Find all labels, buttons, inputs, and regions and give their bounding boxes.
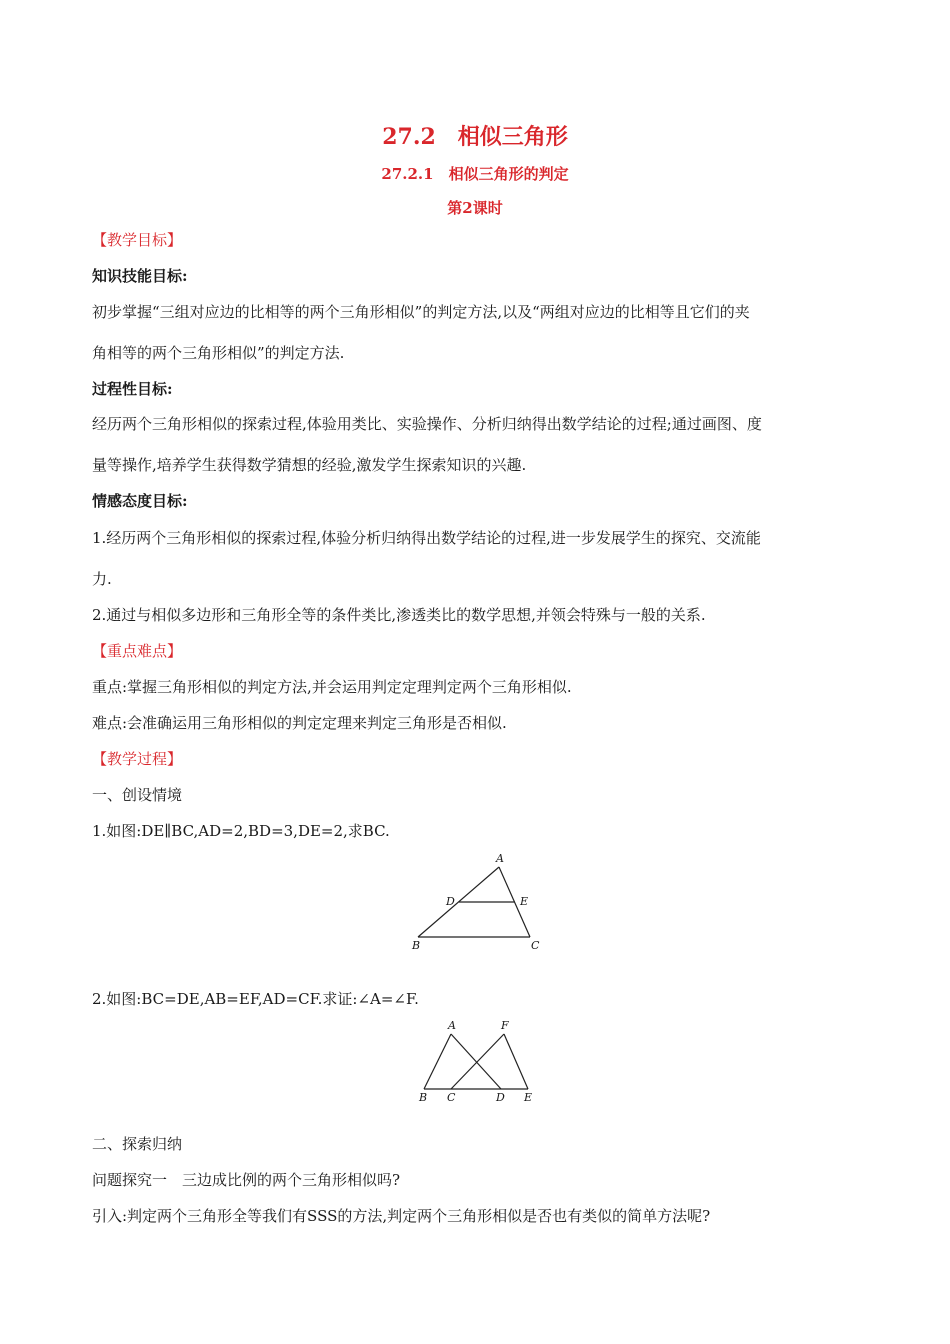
goals-heading: 【教学目标】: [92, 231, 183, 249]
process-heading: 过程性目标:: [92, 380, 173, 398]
teaching-process-heading: 【教学过程】: [92, 750, 183, 768]
question-one: 1.如图:DE∥BC,AD=2,BD=3,DE=2,求BC.: [92, 822, 390, 840]
segment-ab: [424, 1034, 451, 1089]
label-c: C: [531, 939, 540, 952]
figure-two-triangles: [410, 1018, 545, 1108]
part-two-heading: 二、探索归纳: [92, 1135, 183, 1153]
label-b: B: [419, 1091, 428, 1104]
introduction-text: 引入:判定两个三角形全等我们有SSS的方法,判定两个三角形相似是否也有类似的简单方法呢?: [92, 1207, 711, 1225]
subsection-title: 27.2.1 相似三角形的判定: [381, 165, 569, 183]
segment-fe: [504, 1034, 528, 1089]
label-e: E: [520, 895, 529, 908]
label-a: A: [448, 1019, 456, 1032]
attitude-text-line2: 力.: [92, 570, 112, 588]
label-a: A: [496, 852, 504, 865]
difficult-point: 难点:会准确运用三角形相似的判定定理来判定三角形是否相似.: [92, 714, 507, 732]
exploration-question-one: 问题探究一 三边成比例的两个三角形相似吗?: [92, 1171, 401, 1189]
key-point: 重点:掌握三角形相似的判定方法,并会运用判定定理判定两个三角形相似.: [92, 678, 572, 696]
attitude-text-line1: 1.经历两个三角形相似的探索过程,体验分析归纳得出数学结论的过程,进一步发展学生的探究、交流能: [92, 529, 761, 547]
part-one-heading: 一、创设情境: [92, 786, 183, 804]
question-two: 2.如图:BC=DE,AB=EF,AD=CF.求证:∠A=∠F.: [92, 990, 419, 1008]
label-e: E: [524, 1091, 533, 1104]
figure-triangle-de-parallel-bc: [405, 850, 550, 955]
label-b: B: [412, 939, 421, 952]
knowledge-heading: 知识技能目标:: [92, 267, 188, 285]
attitude-heading: 情感态度目标:: [92, 492, 188, 510]
attitude-text-line3: 2.通过与相似多边形和三角形全等的条件类比,渗透类比的数学思想,并领会特殊与一般的关系.: [92, 606, 706, 624]
knowledge-text-line1: 初步掌握“三组对应边的比相等的两个三角形相似”的判定方法,以及“两组对应边的比相等且它们的夹: [92, 303, 750, 321]
label-d: D: [446, 895, 455, 908]
knowledge-text-line2: 角相等的两个三角形相似”的判定方法.: [92, 344, 345, 362]
key-heading: 【重点难点】: [92, 642, 183, 660]
section-title: 27.2 相似三角形: [382, 124, 568, 150]
label-f: F: [501, 1019, 509, 1032]
process-text-line2: 量等操作,培养学生获得数学猜想的经验,激发学生探索知识的兴趣.: [92, 456, 527, 474]
label-c: C: [447, 1091, 456, 1104]
label-d: D: [496, 1091, 505, 1104]
lesson-number: 第2课时: [447, 199, 503, 217]
process-text-line1: 经历两个三角形相似的探索过程,体验用类比、实验操作、分析归纳得出数学结论的过程;通过画图、度: [92, 415, 762, 433]
